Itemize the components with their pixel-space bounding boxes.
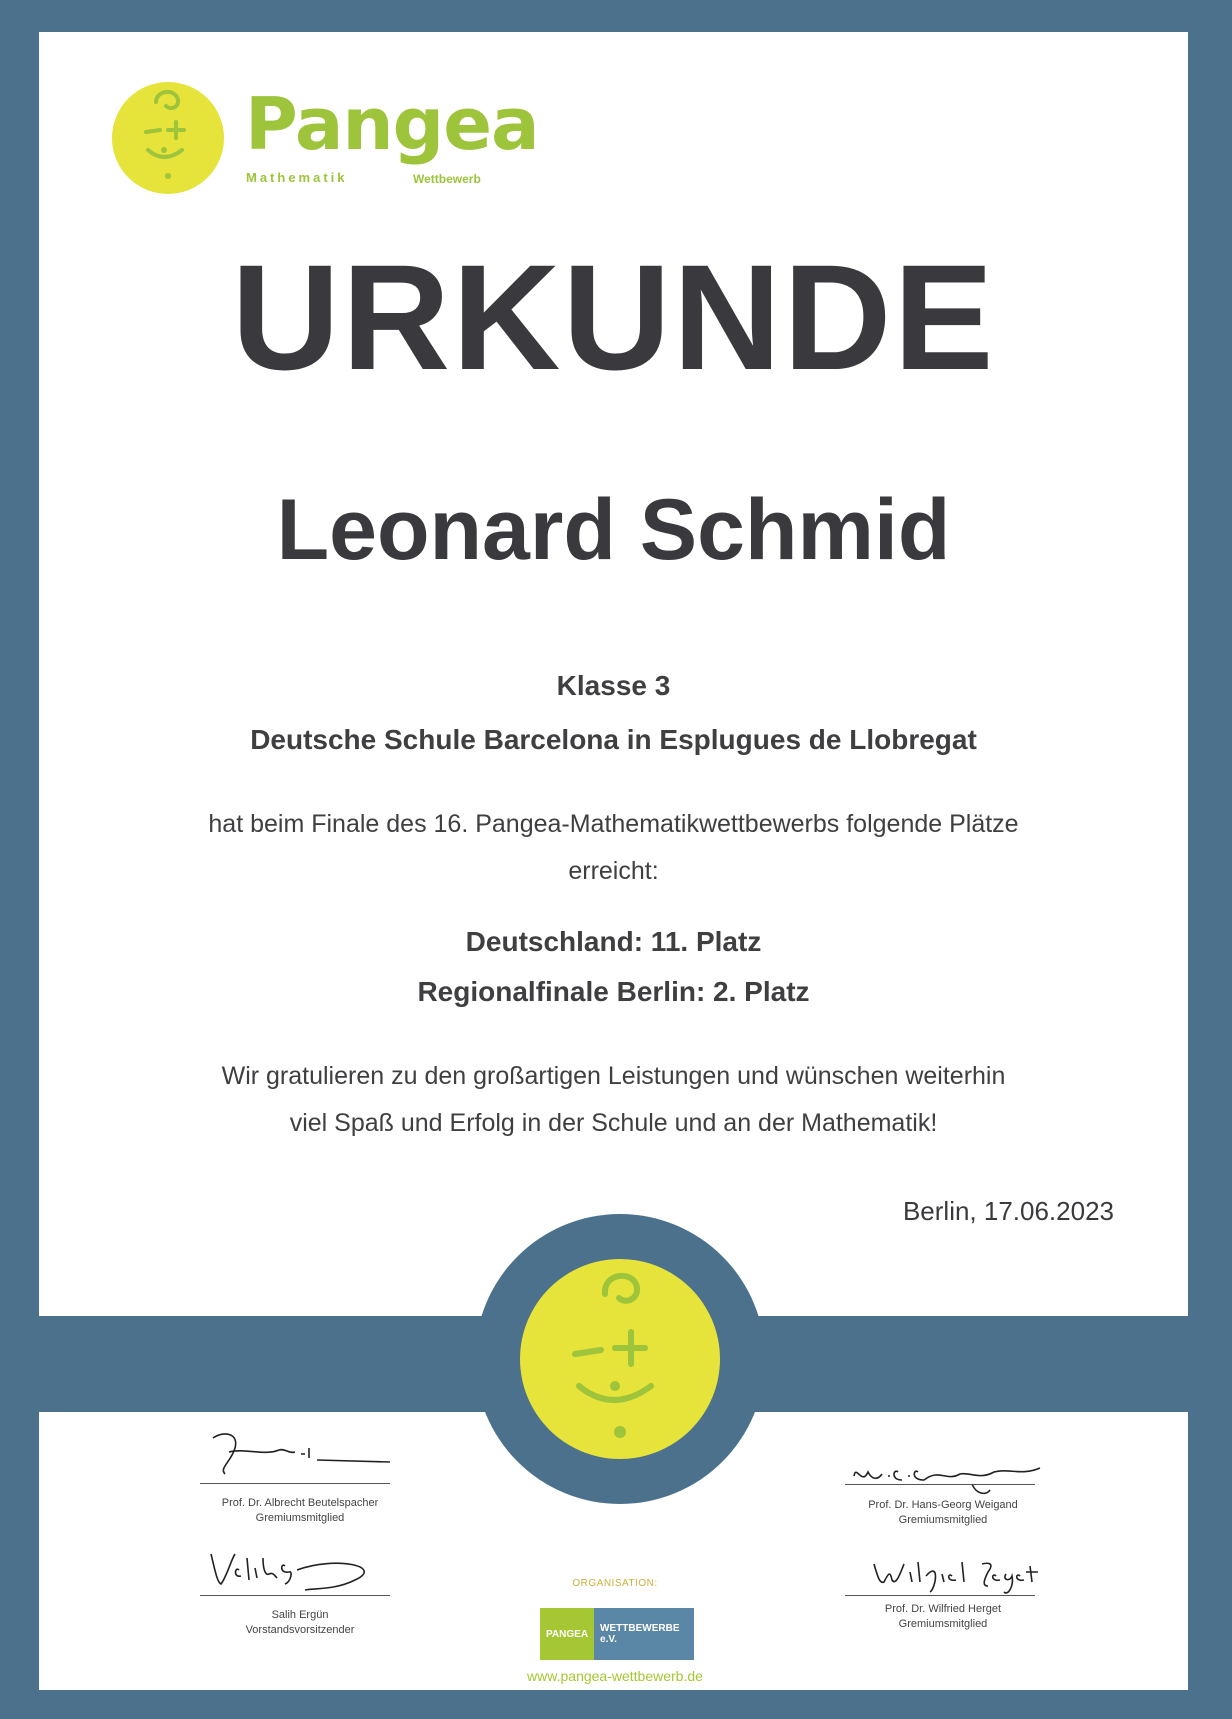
logo-subtitle-left: Mathematik [246,170,348,185]
website-url[interactable]: www.pangea-wettbewerb.de [527,1668,703,1684]
signatory-3-name: Salih Ergün [271,1609,329,1621]
organisation-label: ORGANISATION: [572,1578,658,1589]
recipient-name: Leonard Schmid [276,482,951,578]
organisation-logo-left: PANGEA [540,1608,594,1660]
signature-weigand-icon [850,1450,1050,1500]
signature-line-2 [845,1484,1035,1485]
signature-beutelspacher-icon [205,1428,395,1478]
signatory-2-name: Prof. Dr. Hans-Georg Weigand [868,1499,1018,1511]
signatory-3-role: Vorstandsvorsitzender [245,1624,355,1636]
certificate-title: URKUNDE [231,233,996,401]
signature-line-4 [845,1595,1035,1596]
organisation-logo [540,1608,694,1660]
signatory-4-role: Gremiumsmitglied [898,1618,988,1630]
pangea-emblem-icon [475,1214,765,1504]
signatory-2-role: Gremiumsmitglied [898,1514,988,1526]
signatory-1-name: Prof. Dr. Albrecht Beutelspacher [221,1497,379,1509]
congrats-line-1: Wir gratulieren zu den großartigen Leistungen und wünschen weiterhin [221,1062,1006,1090]
class-line: Klasse 3 [556,670,671,701]
logo-wordmark: Pangea [245,82,539,166]
signature-line-3 [200,1595,390,1596]
organisation-logo-right: WETTBEWERBE e.V. [594,1608,694,1660]
signatory-1-role: Gremiumsmitglied [255,1512,345,1524]
logo-subtitle-right: Wettbewerb [413,172,481,186]
school-line: Deutsche Schule Barcelona in Esplugues de Llobregat [250,724,977,755]
congrats-line-2: viel Spaß und Erfolg in der Schule und an der Mathematik! [289,1109,938,1137]
place-date: Berlin, 17.06.2023 [902,1196,1114,1226]
signature-erguen-icon [205,1546,395,1596]
achievement-line-1: hat beim Finale des 16. Pangea-Mathematikwettbewerbs folgende Plätze [208,810,1019,838]
signatory-4-name: Prof. Dr. Wilfried Herget [884,1603,1002,1615]
placement-germany: Deutschland: 11. Platz [465,926,762,957]
placement-regional: Regionalfinale Berlin: 2. Platz [417,976,810,1007]
signature-line-1 [200,1483,390,1484]
achievement-line-2: erreicht: [568,857,659,885]
